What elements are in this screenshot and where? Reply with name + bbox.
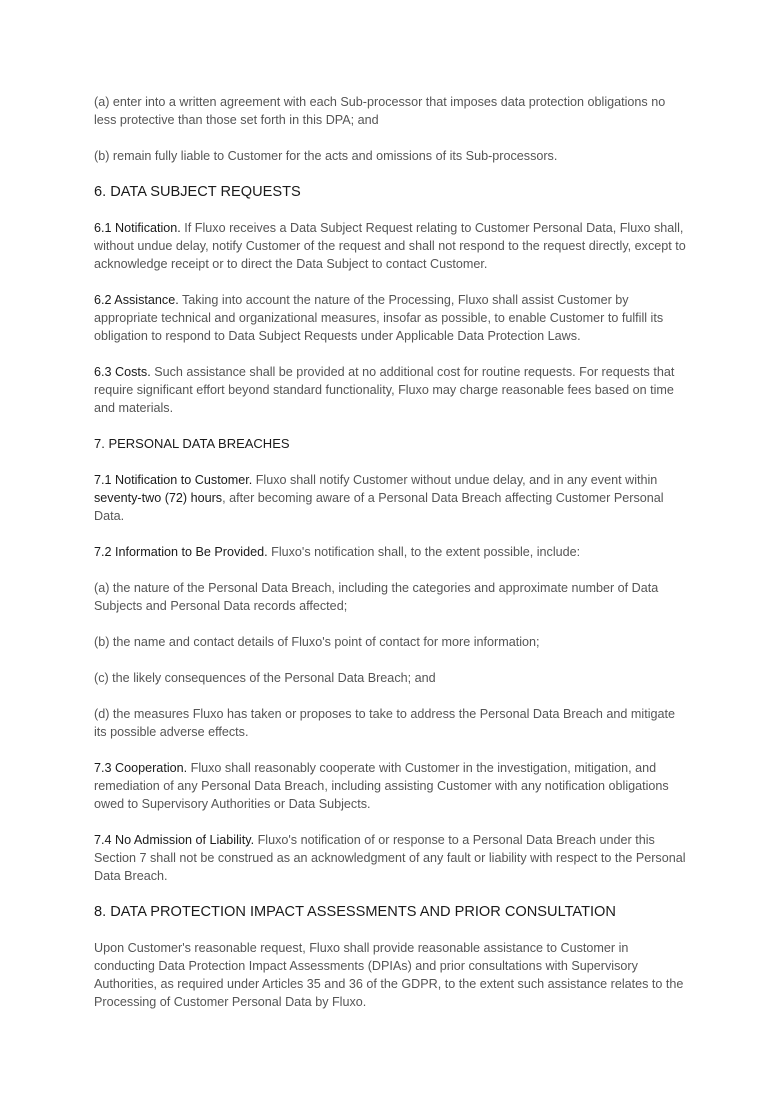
section-8-paragraph: Upon Customer's reasonable request, Fluxo shall provide reasonable assistance to Customer in conducting Data Protection Impact Assessments (DPIAs) and prior consultations with Supervisory Authorities, as required under Articles 35 and 36 of the GDPR, to the extent such assistance relates to the Processing of Customer Personal Data by Fluxo.: [94, 941, 684, 1009]
clause-7-2-label: 7.2 Information to Be Provided.: [94, 545, 268, 559]
clause-6-2-text: Taking into account the nature of the Processing, Fluxo shall assist Customer by appropriate technical and organizational measures, insofar as possible, to enable Customer to fulfill its obligation to respond to Data Subject Requests under Applicable Data Protection Laws.: [94, 293, 664, 343]
clause-7-4-label: 7.4 No Admission of Liability.: [94, 833, 255, 847]
clause-6-3-label: 6.3 Costs.: [94, 365, 151, 379]
clause-6-2: [94, 291, 686, 345]
clause-7-1-emphasis: seventy-two (72) hours: [94, 491, 223, 505]
clause-6-1-text: If Fluxo receives a Data Subject Request relating to Customer Personal Data, Fluxo shall, without undue delay, notify Customer of the request and shall not respond to the request directly, except to acknowledge receipt or to direct the Data Subject to contact Customer.: [94, 221, 686, 271]
paragraph-sub-processor-liability: (b) remain fully liable to Customer for the acts and omissions of its Sub-processors.: [94, 149, 558, 163]
clause-6-3: [94, 363, 686, 417]
clause-6-2-label: 6.2 Assistance.: [94, 293, 179, 307]
list-item-7-2-b: (b) the name and contact details of Fluxo's point of contact for more information;: [94, 635, 540, 649]
clause-6-1: [94, 219, 686, 273]
list-item-7-2-d: (d) the measures Fluxo has taken or proposes to take to address the Personal Data Breach and mitigate its possible adverse effects.: [94, 707, 676, 739]
document-body: [94, 93, 686, 1029]
clause-7-3-text: Fluxo shall reasonably cooperate with Customer in the investigation, mitigation, and remediation of any Personal Data Breach, including assisting Customer with any notification obligations owed to Supervisory Authorities or Data Subjects.: [94, 761, 669, 811]
clause-7-1: [94, 471, 686, 525]
clause-6-1-label: 6.1 Notification.: [94, 221, 181, 235]
list-item-7-2-c: (c) the likely consequences of the Personal Data Breach; and: [94, 671, 436, 685]
list-item-7-2-a: (a) the nature of the Personal Data Breach, including the categories and approximate number of Data Subjects and Personal Data records affected;: [94, 581, 659, 613]
clause-7-4-text: Fluxo's notification of or response to a Personal Data Breach under this Section 7 shall not be construed as an acknowledgment of any fault or liability with respect to the Personal Data Breach.: [94, 833, 686, 883]
paragraph-sub-processor-agreement: (a) enter into a written agreement with each Sub-processor that imposes data protection obligations no less protective than those set forth in this DPA; and: [94, 95, 666, 127]
clause-7-3-label: 7.3 Cooperation.: [94, 761, 188, 775]
section-7-heading: 7. PERSONAL DATA BREACHES: [94, 436, 290, 451]
clause-7-1-label: 7.1 Notification to Customer.: [94, 473, 253, 487]
clause-7-2-text: Fluxo's notification shall, to the extent possible, include:: [267, 545, 581, 559]
clause-7-1-text-b: , after becoming aware of a Personal Data Breach affecting Customer Personal Data.: [94, 491, 664, 523]
clause-7-2: [94, 543, 686, 561]
clause-7-3: [94, 759, 686, 813]
section-8-heading: 8. DATA PROTECTION IMPACT ASSESSMENTS AND PRIOR CONSULTATION: [94, 904, 616, 920]
clause-6-3-text: Such assistance shall be provided at no additional cost for routine requests. For requests that require significant effort beyond standard functionality, Fluxo may charge reasonable fees based on time and materials.: [94, 365, 675, 415]
section-6-heading: 6. DATA SUBJECT REQUESTS: [94, 184, 301, 200]
clause-7-4: [94, 831, 686, 885]
clause-7-1-text-a: Fluxo shall notify Customer without undue delay, and in any event within: [252, 473, 658, 487]
